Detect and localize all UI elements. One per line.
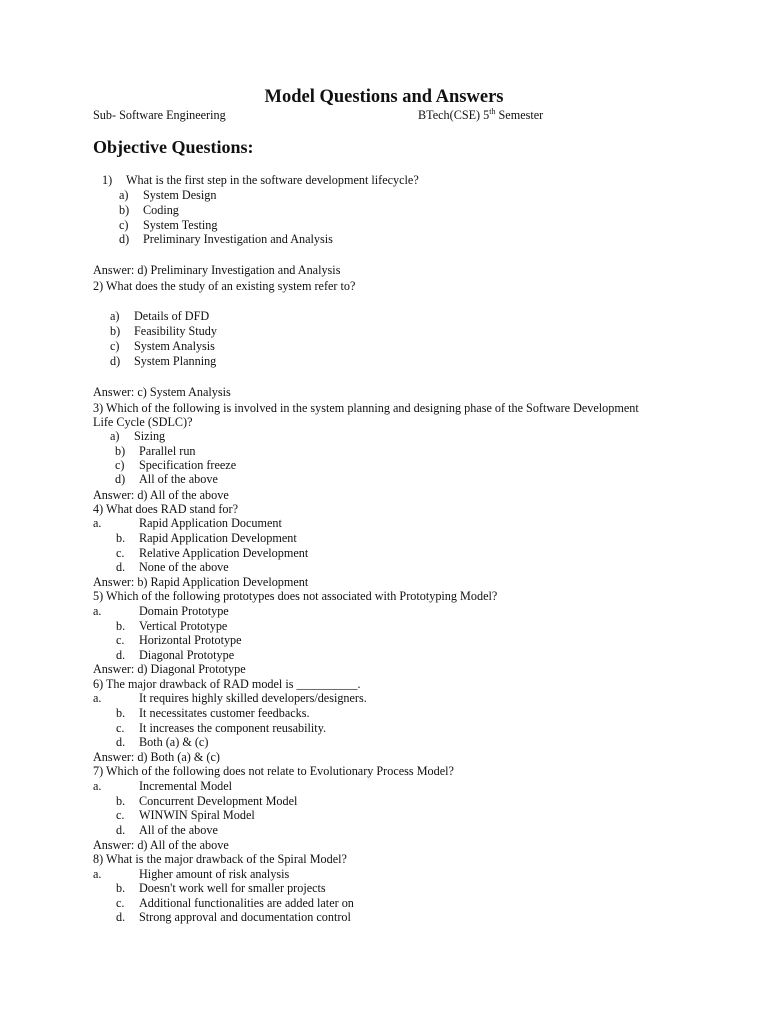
option-text: Incremental Model [139, 779, 233, 793]
option-letter: d. [116, 910, 126, 924]
option-text: Doesn't work well for smaller projects [139, 881, 326, 895]
section-title: Objective Questions: [93, 137, 254, 157]
answer-line: Answer: d) All of the above [93, 488, 229, 502]
question-text: 8) What is the major drawback of the Spiral Model? [93, 852, 347, 866]
option-letter: a. [93, 604, 102, 618]
option-text: Vertical Prototype [139, 619, 228, 633]
option-text: Both (a) & (c) [139, 735, 209, 749]
question-text: 2) What does the study of an existing system refer to? [93, 279, 356, 293]
answer-line: Answer: d) Both (a) & (c) [93, 750, 220, 764]
answer-line: Answer: d) Diagonal Prototype [93, 662, 246, 676]
answer-line: Answer: b) Rapid Application Development [93, 575, 309, 589]
option-text: Preliminary Investigation and Analysis [143, 232, 333, 246]
option-text: WINWIN Spiral Model [139, 808, 255, 822]
option-text: Higher amount of risk analysis [139, 867, 290, 881]
option-letter: a. [93, 867, 102, 881]
option-letter: d) [110, 354, 121, 368]
option-letter: c) [119, 218, 129, 232]
option-text: All of the above [139, 472, 218, 486]
option-text: Parallel run [139, 444, 196, 458]
question-text-cont: Life Cycle (SDLC)? [93, 415, 193, 429]
page-title: Model Questions and Answers [264, 87, 504, 107]
option-text: It necessitates customer feedbacks. [139, 706, 310, 720]
question-text: 5) Which of the following prototypes does not associated with Prototyping Model? [93, 589, 498, 603]
option-text: Horizontal Prototype [139, 633, 242, 647]
course-prefix: BTech(CSE) 5 [418, 108, 490, 122]
option-letter: b. [116, 619, 126, 633]
option-text: It requires highly skilled developers/designers. [139, 691, 367, 705]
course-label [418, 108, 543, 122]
option-letter: a. [93, 516, 102, 530]
course-suffix: Semester [495, 108, 544, 122]
option-text: Strong approval and documentation control [139, 910, 351, 924]
answer-line: Answer: d) All of the above [93, 838, 229, 852]
option-text: Sizing [134, 429, 166, 443]
option-letter: d. [116, 560, 126, 574]
answer-line: Answer: c) System Analysis [93, 385, 231, 399]
option-text: System Design [143, 188, 217, 202]
option-letter: a) [119, 188, 129, 202]
option-text: Details of DFD [134, 309, 210, 323]
answer-line: Answer: d) Preliminary Investigation and Analysis [93, 263, 341, 277]
option-letter: b. [116, 794, 126, 808]
option-letter: d. [116, 648, 126, 662]
question-number: 1) [102, 173, 113, 187]
option-text: System Planning [134, 354, 217, 368]
question-text: 7) Which of the following does not relate to Evolutionary Process Model? [93, 764, 454, 778]
option-letter: b) [110, 324, 121, 338]
question-text: 6) The major drawback of RAD model is __________. [93, 677, 361, 691]
subject-label: Sub- Software Engineering [93, 108, 226, 122]
question-text: What is the first step in the software development lifecycle? [126, 173, 419, 187]
option-letter: c) [115, 458, 125, 472]
option-text: Relative Application Development [139, 546, 309, 560]
option-text: All of the above [139, 823, 218, 837]
option-text: Additional functionalities are added later on [139, 896, 354, 910]
option-text: None of the above [139, 560, 229, 574]
option-text: Rapid Application Development [139, 531, 297, 545]
option-letter: d. [116, 735, 126, 749]
option-letter: d) [119, 232, 130, 246]
option-letter: c. [116, 633, 125, 647]
option-text: Domain Prototype [139, 604, 229, 618]
option-text: Coding [143, 203, 179, 217]
option-letter: d) [115, 472, 126, 486]
option-text: Rapid Application Document [139, 516, 282, 530]
option-letter: b. [116, 881, 126, 895]
option-text: Concurrent Development Model [139, 794, 298, 808]
option-text: System Analysis [134, 339, 215, 353]
option-letter: b. [116, 531, 126, 545]
option-letter: b. [116, 706, 126, 720]
option-letter: c. [116, 896, 125, 910]
option-letter: a. [93, 691, 102, 705]
course-sup: th [489, 106, 496, 116]
option-letter: c. [116, 546, 125, 560]
option-letter: a. [93, 779, 102, 793]
question-text: 3) Which of the following is involved in the system planning and designing phase of the Software Development [93, 401, 639, 415]
option-text: Diagonal Prototype [139, 648, 235, 662]
option-letter: b) [115, 444, 126, 458]
option-text: It increases the component reusability. [139, 721, 327, 735]
option-letter: c. [116, 808, 125, 822]
option-text: System Testing [143, 218, 218, 232]
option-letter: b) [119, 203, 130, 217]
option-letter: c) [110, 339, 120, 353]
option-text: Specification freeze [139, 458, 237, 472]
question-text: 4) What does RAD stand for? [93, 502, 238, 516]
option-letter: a) [110, 309, 120, 323]
option-letter: d. [116, 823, 126, 837]
option-letter: c. [116, 721, 125, 735]
option-text: Feasibility Study [134, 324, 217, 338]
option-letter: a) [110, 429, 120, 443]
